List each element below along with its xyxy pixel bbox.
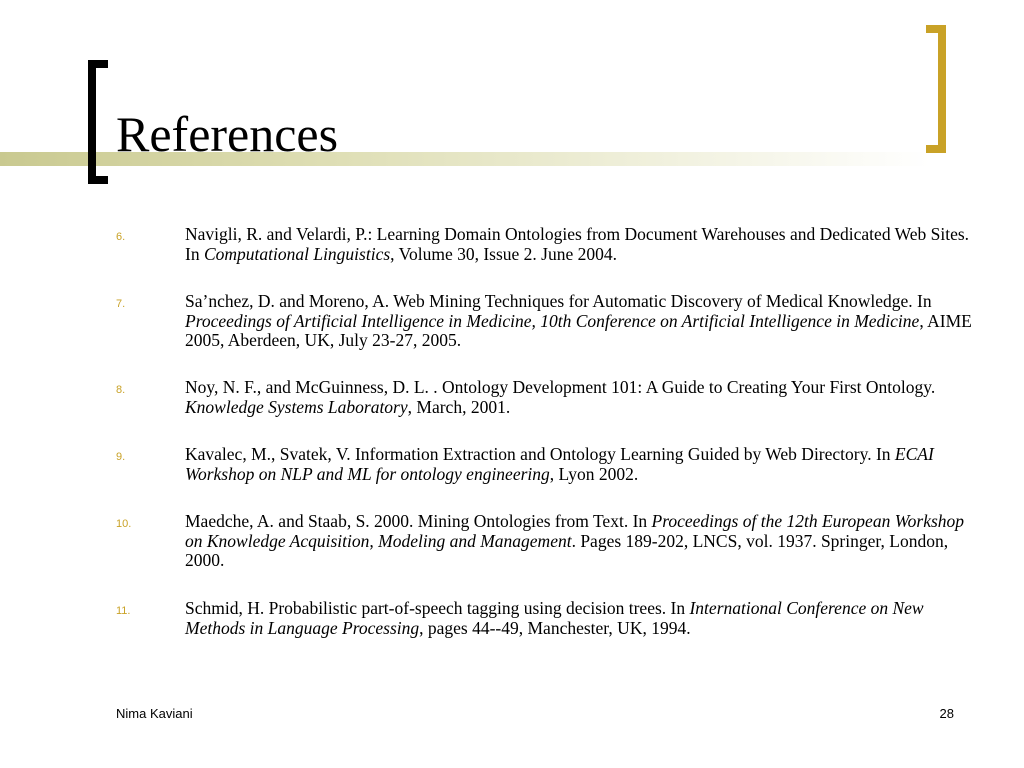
reference-details: , Volume 30, Issue 2. June 2004. <box>390 243 618 264</box>
right-bracket-decoration <box>926 25 946 153</box>
reference-details: , March, 2001. <box>407 396 511 417</box>
reference-venue: Knowledge Systems Laboratory <box>185 396 408 417</box>
reference-text <box>185 512 975 571</box>
reference-number: 11. <box>116 605 131 617</box>
reference-number: 7. <box>116 298 126 310</box>
reference-number: 8. <box>116 384 126 396</box>
reference-details: , Lyon 2002. <box>549 463 639 484</box>
left-bracket-decoration <box>88 60 108 184</box>
reference-text <box>185 445 975 484</box>
reference-text <box>185 599 975 638</box>
reference-authors-title: Navigli, R. and Velardi, P.: Learning Domain Ontologies from Document Warehouses and Dedicated Web Sites. In <box>185 224 970 264</box>
reference-venue: Computational Linguistics <box>203 243 391 264</box>
slide-title: References <box>116 106 339 162</box>
footer-author: Nima Kaviani <box>116 706 193 721</box>
reference-details: , AIME 2005, Aberdeen, UK, July 23-27, 2005. <box>185 310 972 350</box>
reference-text <box>185 225 975 264</box>
reference-number: 6. <box>116 231 126 243</box>
reference-venue: ECAI Workshop on NLP and ML for ontology engineering <box>185 444 934 484</box>
reference-venue: Proceedings of the 12th European Workshop on Knowledge Acquisition, Modeling and Management <box>185 511 965 551</box>
reference-authors-title: Schmid, H. Probabilistic part-of-speech tagging using decision trees. In <box>185 598 690 618</box>
reference-venue: Proceedings of Artificial Intelligence in Medicine, 10th Conference on Artificial Intelligence in Medicine <box>185 310 920 331</box>
reference-venue: International Conference on New Methods in Language Processing <box>185 598 924 638</box>
reference-authors-title: Maedche, A. and Staab, S. 2000. Mining Ontologies from Text. In <box>185 511 652 531</box>
footer-page-number: 28 <box>939 706 954 721</box>
reference-text <box>185 292 975 351</box>
reference-number: 9. <box>116 451 126 463</box>
reference-details: . Pages 189-202, LNCS, vol. 1937. Springer, London, 2000. <box>185 530 949 570</box>
reference-authors-title: Noy, N. F., and McGuinness, D. L. . Ontology Development 101: A Guide to Creating Your First Ontology. <box>185 377 936 397</box>
reference-details: , pages 44--49, Manchester, UK, 1994. <box>419 617 691 638</box>
reference-text <box>185 378 975 417</box>
reference-authors-title: Sa’nchez, D. and Moreno, A. Web Mining Techniques for Automatic Discovery of Medical Knowledge. In <box>185 291 932 311</box>
reference-number: 10. <box>116 518 132 530</box>
reference-authors-title: Kavalec, M., Svatek, V. Information Extraction and Ontology Learning Guided by Web Directory. In <box>185 444 895 464</box>
